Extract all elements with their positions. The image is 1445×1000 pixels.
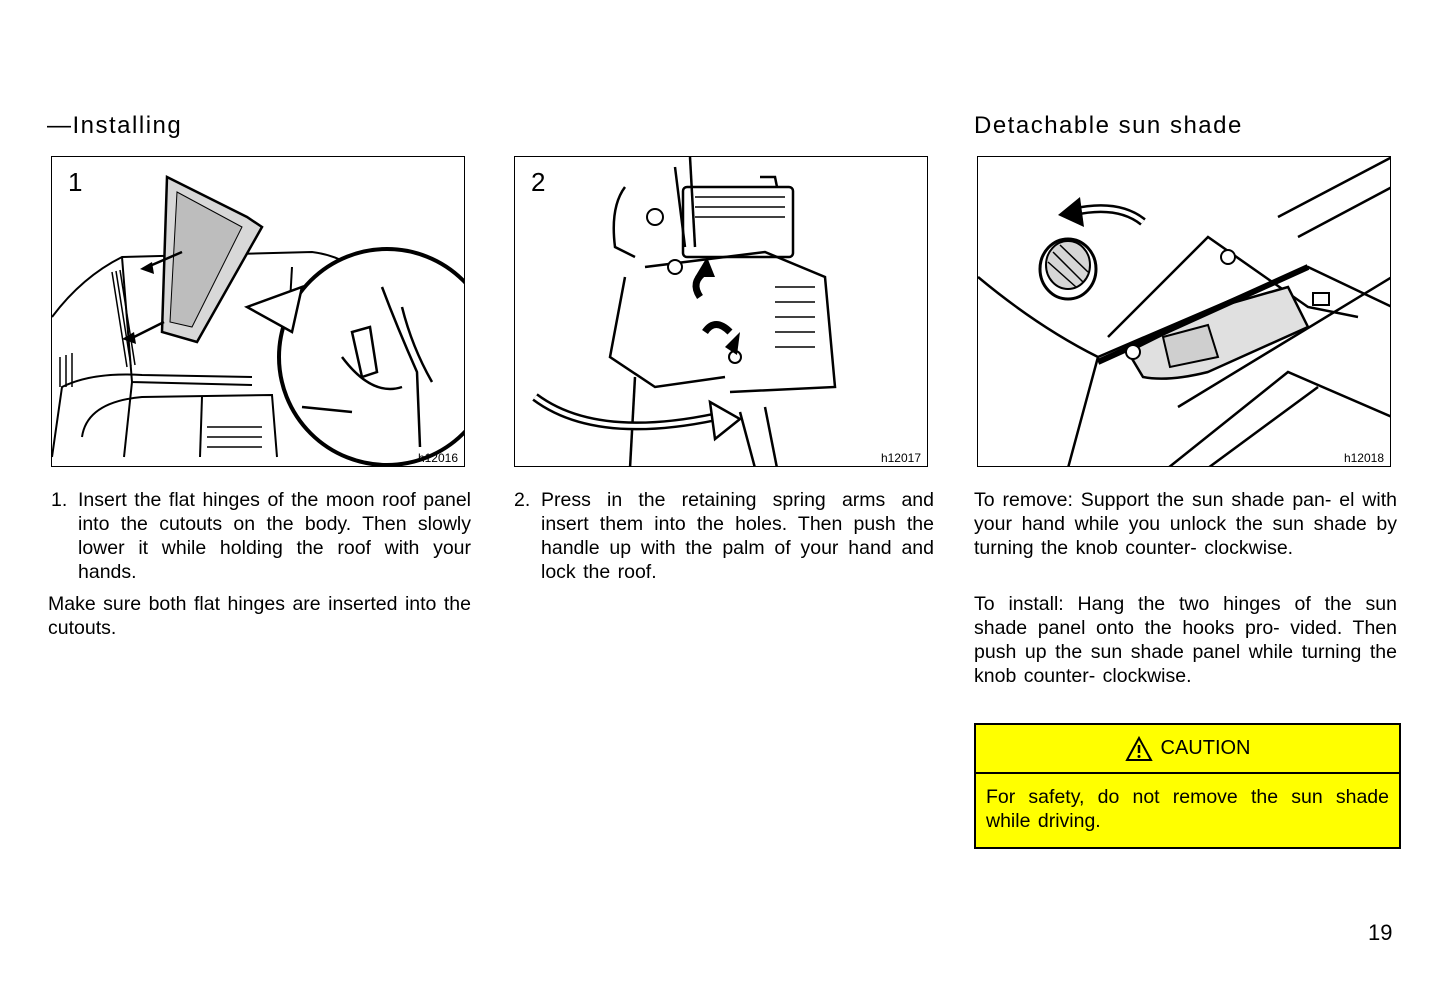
- section-heading-sun-shade: Detachable sun shade: [974, 112, 1243, 139]
- section-heading-installing: —Installing: [47, 112, 183, 139]
- figure-number: 1: [68, 167, 83, 197]
- caution-title: CAUTION: [1160, 737, 1251, 759]
- caution-text: For safety, do not remove the sun shade while driving.: [986, 786, 1389, 832]
- figure-1: [51, 156, 465, 467]
- moon-roof-installing-illustration: [52, 157, 465, 467]
- spring-arm-lock-illustration: [515, 157, 928, 467]
- caution-header: [976, 725, 1399, 774]
- step-text: Press in the retaining spring arms and insert them into the holes. Then push the handle up with the palm of your hand and lock the roof.: [541, 489, 934, 583]
- note-text: Make sure both flat hinges are inserted into the cutouts.: [48, 593, 471, 639]
- step-2: [514, 488, 934, 584]
- step-number: 2.: [514, 489, 531, 511]
- figure-2: [514, 156, 928, 467]
- step-number: 1.: [51, 489, 68, 511]
- caution-box: [974, 723, 1401, 849]
- warning-triangle-icon: [1125, 736, 1153, 762]
- figure-code: h12017: [880, 451, 921, 465]
- remove-instructions: To remove: Support the sun shade pan- el with your hand while you unlock the sun shade by turning the knob counter- clockwise.: [974, 489, 1397, 559]
- page-number: 19: [1368, 920, 1393, 945]
- figure-3: [977, 156, 1391, 467]
- install-instructions: To install: Hang the two hinges of the sun shade panel onto the hooks pro- vided. Then push up the sun shade panel while turning the knob counter- clockwise.: [974, 593, 1397, 687]
- figure-code: h12016: [417, 451, 458, 465]
- figure-number: 2: [531, 167, 546, 197]
- figure-code: h12018: [1343, 451, 1384, 465]
- sun-shade-knob-illustration: [978, 157, 1391, 467]
- step-text: Insert the flat hinges of the moon roof panel into the cutouts on the body. Then slowly lower it while holding the roof with your hands.: [78, 489, 471, 583]
- step-1: [51, 488, 471, 584]
